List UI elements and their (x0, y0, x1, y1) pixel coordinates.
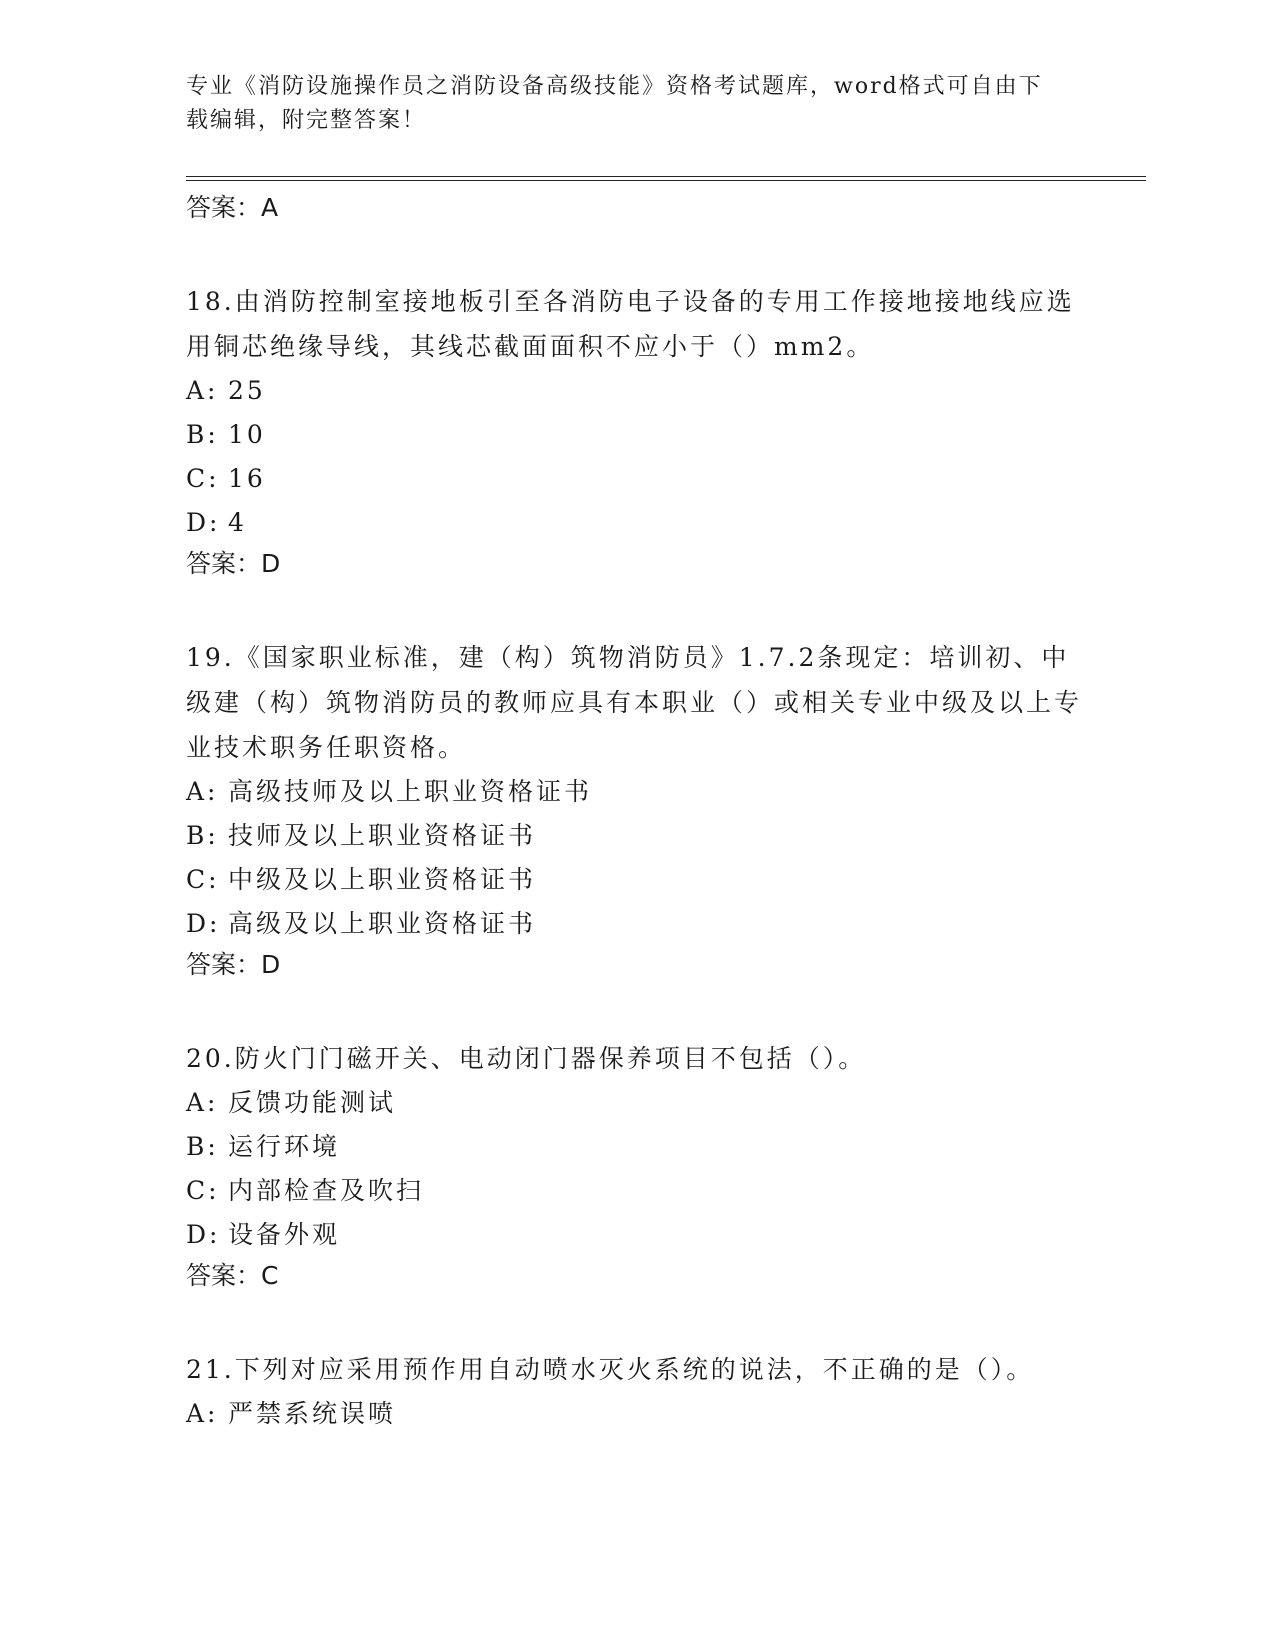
option-a (186, 1392, 1146, 1436)
option-text: 16 (228, 464, 266, 493)
option-a (186, 770, 1146, 814)
option-key: A: (186, 376, 219, 405)
document-header: 专业《消防设施操作员之消防设备高级技能》资格考试题库，word格式可自由下载编辑，附完整答案！ (186, 74, 1043, 133)
option-text: 高级技师及以上职业资格证书 (228, 777, 593, 806)
option-key: D: (186, 1220, 221, 1249)
option-c (186, 1169, 1146, 1213)
option-text: 反馈功能测试 (228, 1088, 397, 1117)
answer-line: 答案：D (186, 950, 281, 979)
header-divider (186, 176, 1146, 181)
option-text: 高级及以上职业资格证书 (228, 909, 537, 938)
option-b (186, 413, 1146, 457)
answer-line: 答案：C (186, 1261, 279, 1290)
question-stem: 21.下列对应采用预作用自动喷水灭火系统的说法，不正确的是（）。 (186, 1355, 1035, 1384)
option-key: C: (186, 1176, 220, 1205)
option-b (186, 1125, 1146, 1169)
question-18 (186, 279, 1146, 581)
option-key: B: (186, 821, 219, 850)
option-text: 严禁系统误喷 (228, 1399, 397, 1428)
question-stem: 19.《国家职业标准，建（构）筑物消防员》1.7.2条现定：培训初、中级建（构）筑物消防员的教师应具有本职业（）或相关专业中级及以上专业技术职务任职资格。 (186, 643, 1083, 762)
question-20 (186, 1036, 1146, 1293)
question-19 (186, 635, 1146, 982)
question-stem: 18.由消防控制室接地板引至各消防电子设备的专用工作接地接地线应选用铜芯绝缘导线，其线芯截面面积不应小于（）mm2。 (186, 287, 1075, 361)
question-21 (186, 1347, 1146, 1436)
option-d (186, 1213, 1146, 1257)
option-c (186, 457, 1146, 501)
option-d (186, 501, 1146, 545)
option-text: 25 (228, 376, 266, 405)
option-b (186, 814, 1146, 858)
option-key: A: (186, 777, 219, 806)
option-text: 技师及以上职业资格证书 (228, 821, 537, 850)
divider-line-top (186, 176, 1146, 177)
option-key: C: (186, 464, 220, 493)
option-key: D: (186, 909, 221, 938)
option-key: A: (186, 1399, 219, 1428)
option-c (186, 858, 1146, 902)
option-text: 设备外观 (228, 1220, 341, 1249)
option-key: D: (186, 508, 221, 537)
divider-line-bottom (186, 180, 1146, 181)
option-text: 内部检查及吹扫 (228, 1176, 425, 1205)
option-key: B: (186, 1132, 219, 1161)
option-text: 10 (228, 420, 266, 449)
option-text: 运行环境 (228, 1132, 341, 1161)
answer-line: 答案：A (186, 193, 279, 222)
question-stem: 20.防火门门磁开关、电动闭门器保养项目不包括（）。 (186, 1044, 867, 1073)
option-text: 中级及以上职业资格证书 (228, 865, 537, 894)
option-key: A: (186, 1088, 219, 1117)
option-key: B: (186, 420, 219, 449)
option-key: C: (186, 865, 220, 894)
option-a (186, 369, 1146, 413)
option-d (186, 902, 1146, 946)
option-text: 4 (228, 508, 247, 537)
document-page (186, 70, 1146, 1436)
answer-line: 答案：D (186, 549, 281, 578)
option-a (186, 1081, 1146, 1125)
